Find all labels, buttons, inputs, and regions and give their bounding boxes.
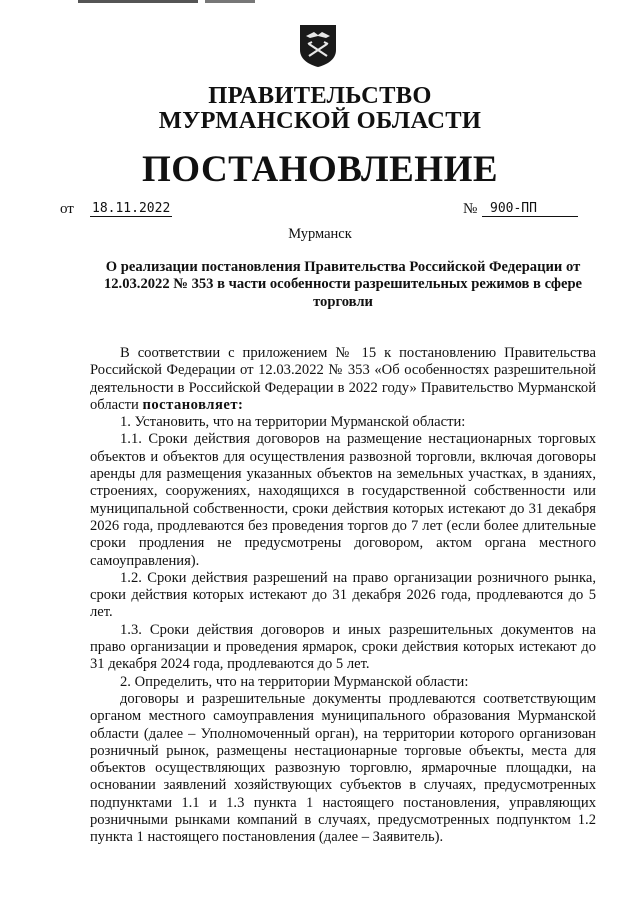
- resolves-word: постановляет:: [142, 396, 244, 413]
- org-name-line2: МУРМАНСКОЙ ОБЛАСТИ: [158, 107, 482, 134]
- murmansk-coat-of-arms-icon: [296, 22, 340, 68]
- paragraph-preamble: [90, 345, 596, 414]
- org-name-line1: ПРАВИТЕЛЬСТВО: [208, 82, 432, 109]
- paragraph-2-text: договоры и разрешительные документы продлеваются соответствующим органом местного самоуправления муниципального образования Мурманской области (далее – Уполномоченный орган), на территории которого организован розничный рынок, размещены нестационарные торговые объекты, места для объектов осуществляющих развозную торговлю, ярмарочные площадки, на основании заявлений хозяйствующих субъектов в случаях, предусмотренных подпунктами 1.1 и 1.3 пункта 1 настоящего постановления, управляющих розничными рынками компаний в случаях, предусмотренных подпунктом 1.2 пункта 1 настоящего постановления (далее – Заявитель).: [90, 690, 596, 846]
- document-date: 18.11.2022: [92, 201, 171, 216]
- number-label: №: [463, 201, 478, 217]
- document-number: 900-ПП: [482, 201, 578, 217]
- paragraph-1-3: 1.3. Сроки действия договоров и иных разрешительных документов на право организации и проведения ярмарок, сроки действия которых истекают до 31 декабря 2024 года, продлеваются до 5 лет.: [90, 621, 596, 673]
- paragraph-1-2: 1.2. Сроки действия разрешений на право организации розничного рынка, сроки действия которых истекают до 31 декабря 2026 года, продлеваются до 5 лет.: [90, 569, 596, 621]
- document-title: О реализации постановления Правительства Российской Федерации от 12.03.2022 № 353 в части особенности разрешительных режимов в сфере торговли: [103, 259, 583, 310]
- document-body: [90, 345, 596, 847]
- paragraph-2: 2. Определить, что на территории Мурманской области:: [120, 673, 469, 690]
- scan-edge-mark: [78, 0, 198, 3]
- city: Мурманск: [288, 226, 352, 242]
- paragraph-1: 1. Установить, что на территории Мурманской области:: [120, 414, 466, 431]
- paragraph-1-1: 1.1. Сроки действия договоров на размещение нестационарных торговых объектов и объектов для осуществления развозной торговли, включая договоры аренды для размещения указанных объектов на земельных участках, в зданиях, строениях, сооружениях, находящихся в государственной собственности или муниципальной собственности, сроки действия которых истекают до 31 декабря 2026 года, продлеваются без проведения торгов до 7 лет (если более длительные сроки продления не предусмотрены договором, актом органа местного самоуправления).: [90, 431, 596, 569]
- document-type: ПОСТАНОВЛЕНИЕ: [141, 149, 499, 190]
- preamble-text: В соответствии с приложением № 15 к постановлению Правительства Российской Федерации от 12.03.2022 № 353 «Об особенностях разрешительной деятельности в Российской Федерации в 2022 году» Правительство Мурманской области: [90, 345, 596, 413]
- scan-edge-mark: [205, 0, 255, 3]
- date-label: от: [60, 201, 74, 217]
